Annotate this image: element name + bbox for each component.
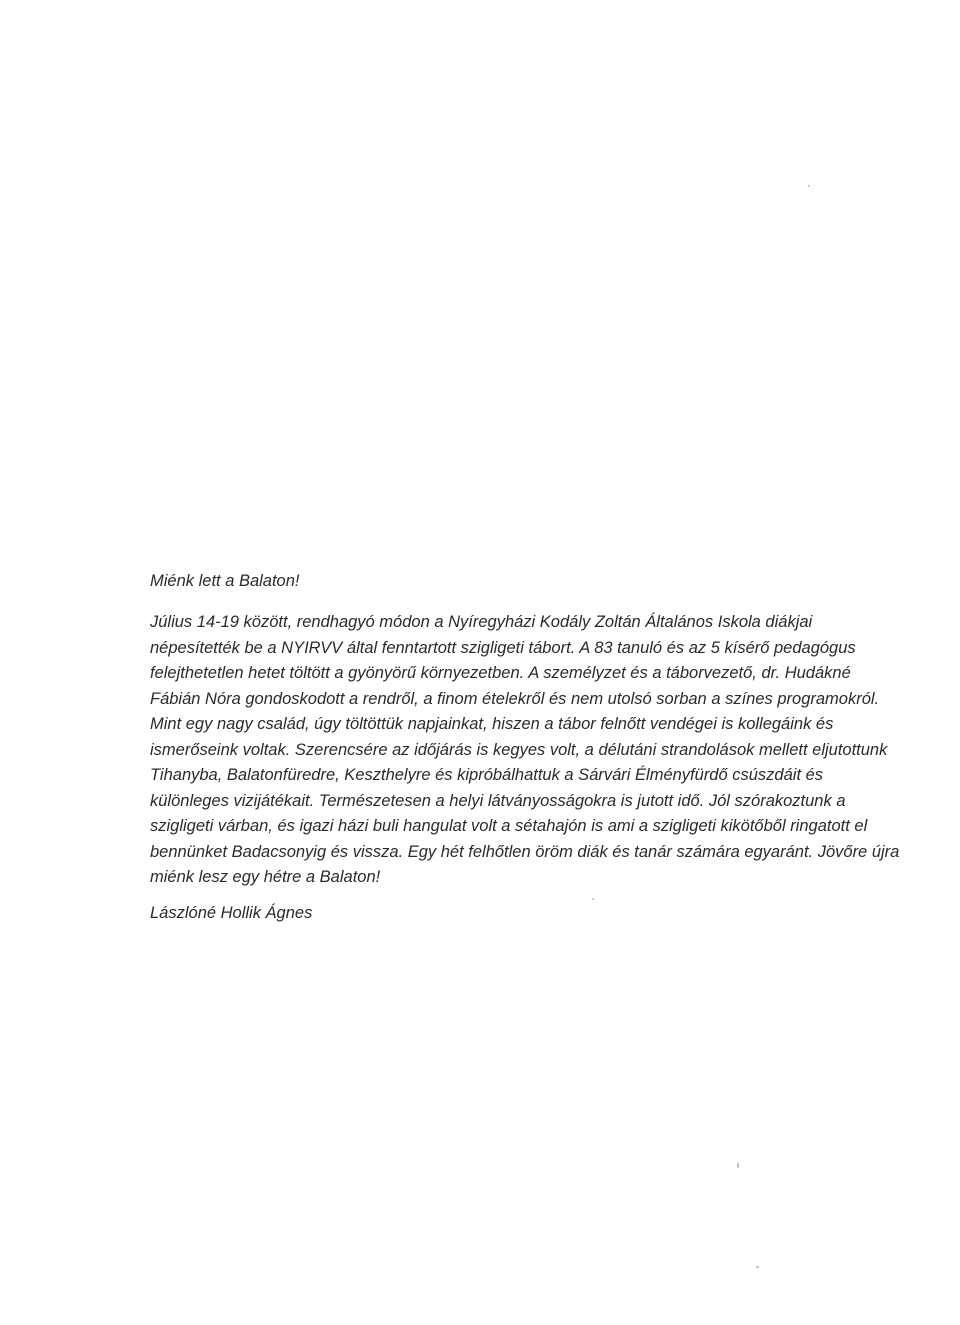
body-line: ismerőseink voltak. Szerencsére az időjárás is kegyes volt, a délutáni strandolások mellett eljutottunk: [150, 740, 888, 759]
body-line: Július 14-19 között, rendhagyó módon a Nyíregyházi Kodály Zoltán Általános Iskola diákjai: [150, 613, 813, 631]
scan-speck: [592, 898, 594, 900]
body-line: Fábián Nóra gondoskodott a rendről, a finom ételekről és nem utolsó sorban a színes programokról.: [150, 689, 880, 708]
body-line: népesítették be a NYIRVV által fenntartott szigligeti tábort. A 83 tanuló és az 5 kísérő pedagógus: [150, 638, 856, 657]
scan-speck: [756, 1266, 759, 1268]
body-line: bennünket Badacsonyig és vissza. Egy hét felhőtlen öröm diák és tanár számára egyaránt. Jövőre újra: [150, 842, 900, 861]
author-signature: Lászlóné Hollik Ágnes: [150, 904, 313, 922]
body-line: különleges vizijátékait. Természetesen a helyi látványosságokra is jutott idő. Jól szórakoztunk a: [150, 791, 846, 810]
body-line: Tihanyba, Balatonfüredre, Keszthelyre és kipróbálhattuk a Sárvári Élményfürdő csúszdáit és: [150, 766, 824, 784]
scan-speck: [808, 185, 810, 187]
body-line: Mint egy nagy család, úgy töltöttük napjainkat, hiszen a tábor felnőtt vendégei is kollegáink és: [150, 715, 834, 733]
body-paragraph: [150, 610, 900, 891]
body-line: felejthetetlen hetet töltött a gyönyörű környezetben. A személyzet és a táborvezető, dr. Hudákné: [150, 664, 851, 682]
body-line: szigligeti várban, és igazi házi buli hangulat volt a sétahajón is ami a szigligeti kikötőből ringatott el: [150, 817, 868, 835]
document-title: Miénk lett a Balaton!: [150, 572, 300, 590]
body-line: miénk lesz egy hétre a Balaton!: [150, 868, 381, 886]
scan-speck: [737, 1163, 739, 1168]
